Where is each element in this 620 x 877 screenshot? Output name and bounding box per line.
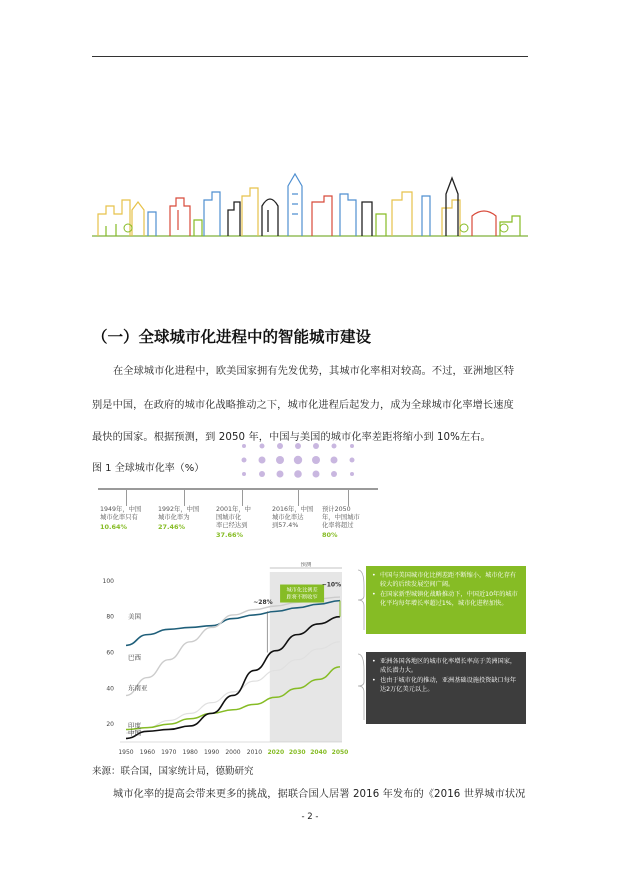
y-tick-label: 40 bbox=[106, 685, 114, 693]
x-tick-label: 2040 bbox=[310, 749, 327, 756]
gap-label-2050: ~10% bbox=[321, 581, 342, 589]
header-rule bbox=[92, 56, 528, 57]
x-tick-label: 1990 bbox=[203, 749, 220, 756]
series-label: 印度 bbox=[128, 721, 141, 730]
figure-source: 来源：联合国，国家统计局，德勤研究 bbox=[92, 766, 254, 777]
annotation-text: 城市化比例差 bbox=[286, 587, 318, 594]
city-skyline-illustration bbox=[92, 170, 528, 240]
urbanization-line-chart bbox=[96, 562, 356, 758]
x-tick-label: 1970 bbox=[161, 749, 177, 756]
side-note-green: • 中国与美国城市化比例差距不断缩小，城市化存有较大的后续发展空间广阔。 • 在国家新型城镇化战略推动下，中国近10年的城市化平均每年增长率超过1%，城市化进程加快。 bbox=[366, 566, 526, 634]
y-tick-label: 100 bbox=[102, 577, 114, 585]
x-tick-label: 2030 bbox=[288, 749, 306, 756]
x-tick-label: 2010 bbox=[246, 749, 263, 756]
paragraph-line-2: 别是中国，在政府的城市化战略推动之下，城市化进程后起发力，成为全球城市化率增长速度 bbox=[92, 400, 514, 411]
paragraph-continued: 城市化率的提高会带来更多的挑战，据联合国人居署 2016 年发布的《2016 世界城市状况 bbox=[113, 789, 526, 800]
y-tick-label: 20 bbox=[106, 721, 114, 729]
timeline-axis bbox=[98, 488, 378, 490]
x-tick-label: 1960 bbox=[139, 749, 156, 756]
y-tick-label: 80 bbox=[106, 613, 114, 621]
x-tick-label: 2050 bbox=[331, 749, 349, 756]
page-number: - 2 - bbox=[301, 812, 319, 822]
x-tick-label: 1980 bbox=[182, 749, 198, 756]
urbanization-timeline: 1949年，中国 城市化率只有 10.64% 1992年，中国 城市化率为 27.46% 2001年，中 国城市化 率已经达到 37.66% 2016年，中国 城市化率达 到57.4% 预计2050 年，中国城市 化率将超过 80% bbox=[98, 484, 380, 544]
brace-connector bbox=[356, 566, 366, 724]
gap-label-2016: ~28% bbox=[253, 599, 273, 607]
section-title: （一）全球城市化进程中的智能城市建设 bbox=[92, 328, 372, 346]
decorative-dot-pattern bbox=[232, 440, 362, 482]
series-label: 中国 bbox=[128, 728, 141, 737]
forecast-label: 预测 bbox=[300, 562, 312, 568]
annotation-text: 距将不断收窄 bbox=[286, 594, 318, 601]
paragraph-line-3: 最快的国家。根据预测，到 2050 年，中国与美国的城市化率差距将缩小到 10%左右。 bbox=[92, 432, 491, 443]
series-label: 巴西 bbox=[128, 653, 141, 662]
y-tick-label: 60 bbox=[106, 649, 114, 657]
paragraph-line-1: 在全球城市化进程中，欧美国家拥有先发优势，其城市化率相对较高。不过，亚洲地区特 bbox=[113, 366, 515, 377]
x-tick-label: 2000 bbox=[225, 749, 241, 756]
series-label: 东南亚 bbox=[128, 684, 148, 693]
figure-caption: 图 1 全球城市化率（%） bbox=[92, 463, 205, 474]
x-tick-label: 2020 bbox=[267, 749, 285, 756]
side-note-dark: • 亚洲各国各地区的城市化率增长率高于美洲国家，成长潜力大。 • 也由于城市化的推动，亚洲基础设施投资缺口每年达2万亿美元以上。 bbox=[366, 652, 526, 724]
series-label: 美国 bbox=[128, 612, 141, 621]
x-tick-label: 1950 bbox=[118, 749, 134, 756]
